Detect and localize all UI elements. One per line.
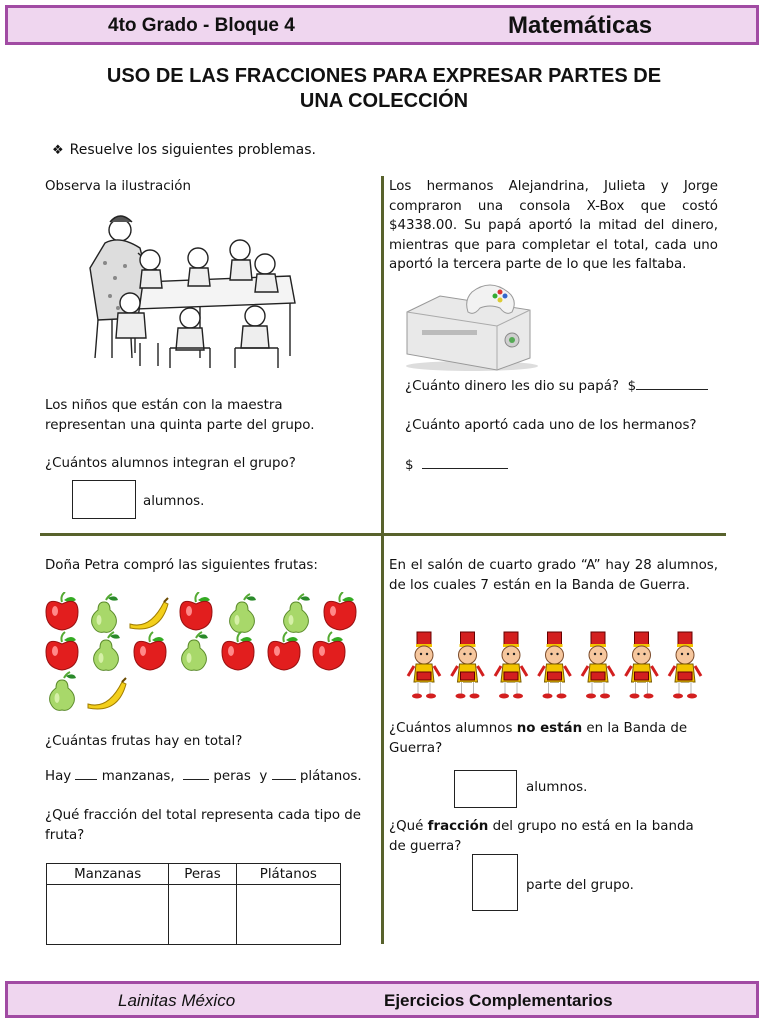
- p1-question: ¿Cuántos alumnos integran el grupo?: [45, 456, 296, 471]
- p2-q1-currency: $: [627, 379, 637, 394]
- divider-horizontal: [40, 533, 726, 536]
- title-line-2: UNA COLECCIÓN: [299, 90, 469, 112]
- pear-icon: [284, 594, 310, 632]
- p2-q2: ¿Cuánto aportó cada uno de los hermanos?: [405, 418, 697, 433]
- apple-icon: [324, 592, 356, 630]
- table-cell-platanos[interactable]: [236, 885, 340, 945]
- fraction-table: [46, 863, 341, 945]
- p3-bananas-blank[interactable]: [272, 779, 296, 780]
- band-member-icon: [408, 632, 440, 699]
- table-header-manzanas: Manzanas: [47, 864, 169, 885]
- table-cell-peras[interactable]: [169, 885, 236, 945]
- instruction: [52, 142, 316, 158]
- band-member-icon: [669, 632, 701, 699]
- p1-text-line-2: representan una quinta parte del grupo.: [45, 417, 315, 433]
- apple-icon: [46, 592, 78, 630]
- p1-intro: Observa la ilustración: [45, 179, 191, 194]
- p4-q2: [389, 817, 694, 856]
- banana-icon: [130, 598, 168, 629]
- fruits-illustration: [42, 592, 362, 717]
- pear-icon: [50, 672, 76, 710]
- p4-q1-bold: no están: [516, 721, 583, 736]
- p4-q1: [389, 719, 687, 758]
- band-member-icon: [626, 632, 658, 699]
- p3-platanos: plátanos.: [299, 769, 362, 784]
- p2-q2-currency: $: [405, 458, 414, 473]
- banana-icon: [88, 678, 126, 709]
- p4-q2-post: del grupo no está en la banda: [488, 819, 694, 834]
- p2-answer: [405, 456, 508, 476]
- band-member-icon: [452, 632, 484, 699]
- table-cell-manzanas[interactable]: [47, 885, 169, 945]
- p3-y: y: [259, 769, 268, 784]
- band-member-icon: [582, 632, 614, 699]
- p4-q2-bold: fracción: [427, 819, 489, 834]
- p4-q1-pre: ¿Cuántos alumnos: [389, 721, 517, 736]
- subject-label: Matemáticas: [508, 12, 653, 39]
- p3-manzanas: manzanas,: [101, 769, 175, 784]
- p3-pears-blank[interactable]: [183, 779, 209, 780]
- title-line-1: USO DE LAS FRACCIONES PARA EXPRESAR PARTES DE: [106, 65, 662, 87]
- instruction-text: Resuelve los siguientes problemas.: [69, 142, 317, 158]
- footer-author: Lainitas México: [118, 991, 236, 1010]
- p4-q1-post: en la Banda de: [582, 721, 688, 736]
- p4-q1-line-2: Guerra?: [389, 740, 443, 756]
- table-header-peras: Peras: [169, 864, 236, 885]
- diamond-bullet-icon: ❖: [52, 143, 64, 158]
- p2-q1: [405, 377, 708, 397]
- p3-apples-blank[interactable]: [75, 779, 97, 780]
- p2-q2-blank[interactable]: [422, 468, 508, 469]
- pear-icon: [92, 594, 118, 632]
- xbox-console-icon: [402, 280, 542, 372]
- p1-text: [45, 396, 315, 435]
- p3-counts: [45, 767, 362, 787]
- apple-icon: [268, 632, 300, 670]
- p1-text-line-1: Los niños que están con la maestra: [45, 398, 283, 413]
- p3-question2: [45, 806, 361, 845]
- p2-q1-text: ¿Cuánto dinero les dio su papá?: [405, 379, 620, 394]
- p1-unit: alumnos.: [143, 494, 205, 509]
- p1-answer-box[interactable]: [72, 480, 136, 519]
- header-band: [5, 5, 759, 45]
- p3-question2-line-1: ¿Qué fracción del total representa cada tipo de: [45, 808, 362, 823]
- page-title: [0, 64, 768, 114]
- table-header-platanos: Plátanos: [236, 864, 340, 885]
- p3-question2-line-2: fruta?: [45, 827, 85, 843]
- apple-icon: [222, 632, 254, 670]
- band-member-icon: [539, 632, 571, 699]
- pear-icon: [230, 594, 256, 632]
- footer-band: [5, 981, 759, 1018]
- p4-unit1: alumnos.: [526, 780, 588, 795]
- p2-text: Los hermanos Alejandrina, Julieta y Jorge compraron una consola X-Box que costó $4338.00. Su papá aportó la mitad del dinero, mientras que para completar el total, cada uno aportó la tercera parte de lo que les faltaba.: [389, 179, 718, 272]
- p3-question1: ¿Cuántas frutas hay en total?: [45, 734, 243, 749]
- p3-intro: Doña Petra compró las siguientes frutas:: [45, 558, 318, 573]
- p4-q2-line-2: de guerra?: [389, 838, 462, 854]
- classroom-illustration-icon: [50, 208, 310, 370]
- pear-icon: [182, 632, 208, 670]
- band-member-icon: [495, 632, 527, 699]
- apple-icon: [46, 632, 78, 670]
- p4-q2-pre: ¿Qué: [389, 819, 428, 834]
- pear-icon: [94, 632, 120, 670]
- apple-icon: [313, 632, 345, 670]
- divider-vertical-bottom: [381, 536, 384, 944]
- grade-label: 4to Grado - Bloque 4: [108, 15, 295, 36]
- p3-hay: Hay: [45, 769, 72, 784]
- apple-icon: [134, 632, 166, 670]
- band-illustration: [402, 630, 707, 702]
- footer-series: Ejercicios Complementarios: [384, 991, 613, 1010]
- p4-unit2: parte del grupo.: [526, 878, 634, 893]
- p4-answer-box-1[interactable]: [454, 770, 517, 808]
- p4-text: En el salón de cuarto grado “A” hay 28 alumnos, de los cuales 7 están en la Banda de Guerra.: [389, 558, 718, 593]
- p3-peras: peras: [213, 769, 251, 784]
- divider-vertical-top: [381, 176, 384, 533]
- apple-icon: [180, 592, 212, 630]
- p4-answer-box-2[interactable]: [472, 854, 518, 911]
- p2-q1-blank[interactable]: [636, 389, 708, 390]
